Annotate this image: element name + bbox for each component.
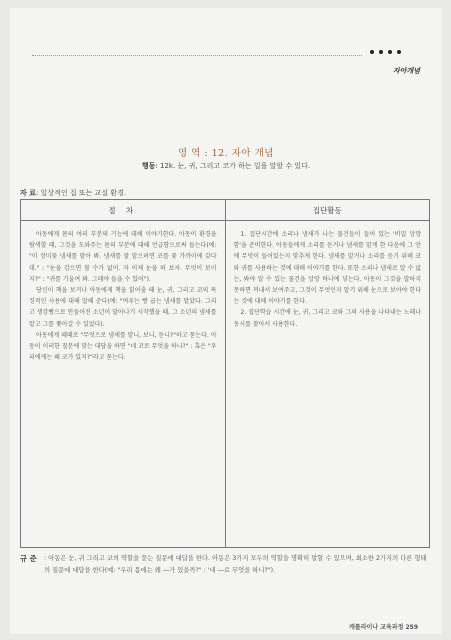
lesson-table — [20, 199, 430, 548]
criteria-block — [20, 553, 430, 577]
table-header-row — [21, 200, 430, 221]
group-activity-header: 집단활동 — [225, 200, 430, 221]
header-dotted-rule — [32, 55, 362, 56]
procedure-paragraph: 아동에게 때때로 "무엇으로 냄새를 맡니, 보니, 듣니?"하고 묻는다. 아동이 이러한 질문에 맞는 대답을 하면 "네 코로 무엇을 하니?" : 혹은 "우리에게는 왜 코가 있지?"라고 묻는다. — [29, 331, 217, 362]
criteria-text: : 아동은 눈, 귀 그리고 코의 역할을 묻는 질문에 대답을 한다. 아동은 3가지 모두의 역할을 명확히 말할 수 있으며, 최소한 2가지의 다른 형태의 질문에 대답을 한다(예: "우리 몸에는 왜 ―가 있을까?" : '네 ―로 무엇을 하니?"). — [44, 555, 427, 574]
group-activity-item: 1. 집단시간에 소리나 냄새가 나는 물건들이 들어 있는 '비밀 앙망함'을 준비한다. 아동들에게 소리를 듣거나 냄새를 맡게 한 다음에 그 안에 무엇이 들어있는지 맞추게 한다. 냄새를 맡거나 소리를 듣기 위해 코와 귀를 사용하는 것에 대해 이야기를 한다. 또한 소리나 냄새로 알 수 없는, 봐야 알 수 있는 물건을 앙망 하나에 넣는다. 아동이 그것을 말하지 못하면 꺼내서 보여주고, 그것이 무엇인지 알기 위해 눈으로 보아야 한다는 것에 대해 이야기를 한다. — [233, 231, 421, 306]
dot-icon — [397, 50, 401, 54]
header-dots-ornament — [370, 50, 401, 54]
table-row — [21, 221, 430, 548]
criteria-label: 규 준 — [20, 554, 37, 563]
procedure-cell — [21, 221, 226, 548]
behavior-text: : 12k. 눈, 귀, 그리고 코가 하는 일을 말할 수 있다. — [155, 162, 311, 170]
behavior-label: 행동 — [141, 162, 156, 170]
group-activity-item: 2. 집단학습 시간에 눈, 귀, 그리고 코와 그의 사용을 나타내는 노래나 동시를 찾아서 사용한다. — [233, 309, 421, 328]
materials-label: 자 료 — [20, 189, 36, 197]
materials-text: : 일상적인 집 또는 교실 환경. — [35, 189, 127, 197]
procedure-header: 절 차 — [21, 200, 226, 221]
document-page — [10, 8, 442, 634]
dot-icon — [388, 50, 392, 54]
dot-icon — [379, 50, 383, 54]
section-label: 자아개념 — [392, 67, 420, 75]
page-title: 영 역 : 12. 자아 개념 — [178, 148, 274, 159]
behavior-line — [10, 161, 442, 171]
group-activity-cell — [225, 221, 430, 548]
procedure-paragraph: 당신이 책을 보거나 아동에게 책을 읽어줄 때 눈, 귀, 그리고 코의 특징적인 사용에 대해 말해 준다(예: "여우는 빵 굽는 냄새를 맡았다. 그리고 생강빵으로 만들어진 소년이 달아나기 시작했을 때, 그 소년의 냄새를 맡고 그를 쫓아갈 수 있었다). — [29, 287, 217, 328]
procedure-paragraph: 아동에게 몸의 여러 부분의 기능에 대해 이야기한다. 아동이 환경을 탐색할 때, 그것을 도와주는 몸의 부분에 대해 언급함으로써 돕는다(예: "이 장미꽃 냄새를 맡아 봐. 냄새를 잘 맡으려면 코를 꽃 가까이에 갖다 대." : "눈을 감으면 볼 수가 없어. 자 이제 눈을 떠 보자. 무엇이 보이지?" : "귀를 기울여 봐. 그래야 들을 수 있어"). — [29, 231, 217, 283]
page-footer: 캐롤라이나 교육과정 259 — [349, 624, 418, 631]
dot-icon — [370, 50, 374, 54]
materials-line — [20, 188, 126, 198]
